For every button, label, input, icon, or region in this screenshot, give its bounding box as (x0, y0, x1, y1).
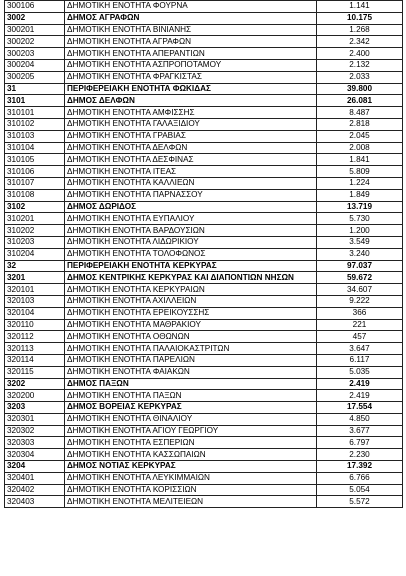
cell-code: 300201 (5, 24, 65, 36)
cell-code: 320200 (5, 390, 65, 402)
cell-value: 9.222 (317, 295, 403, 307)
cell-code: 320114 (5, 354, 65, 366)
table-row (5, 36, 403, 48)
cell-value: 1.200 (317, 225, 403, 237)
cell-value: 2.230 (317, 449, 403, 461)
cell-value: 34.607 (317, 284, 403, 296)
cell-code: 310105 (5, 154, 65, 166)
cell-code: 310102 (5, 118, 65, 130)
cell-name: ΔΗΜΟΤΙΚΗ ΕΝΟΤΗΤΑ ΕΥΠΑΛΙΟΥ (65, 213, 317, 225)
cell-code: 310203 (5, 236, 65, 248)
cell-value: 5.054 (317, 484, 403, 496)
table-row (5, 154, 403, 166)
cell-code: 310103 (5, 130, 65, 142)
table-row (5, 425, 403, 437)
table-row-total (5, 402, 403, 414)
cell-value: 59.672 (317, 272, 403, 284)
cell-name: ΔΗΜΟΤΙΚΗ ΕΝΟΤΗΤΑ ΠΑΡΝΑΣΣΟΥ (65, 189, 317, 201)
table-row (5, 472, 403, 484)
cell-value: 221 (317, 319, 403, 331)
cell-code: 320112 (5, 331, 65, 343)
cell-name: ΔΗΜΟΤΙΚΗ ΕΝΟΤΗΤΑ ΑΓΡΑΦΩΝ (65, 36, 317, 48)
cell-name: ΔΗΜΟΤΙΚΗ ΕΝΟΤΗΤΑ ΑΧΙΛΛΕΙΩΝ (65, 295, 317, 307)
cell-name: ΔΗΜΟΣ ΒΟΡΕΙΑΣ ΚΕΡΚΥΡΑΣ (65, 402, 317, 414)
table-row (5, 213, 403, 225)
cell-value: 3.647 (317, 343, 403, 355)
cell-code: 320115 (5, 366, 65, 378)
table-row (5, 248, 403, 260)
cell-value: 2.419 (317, 378, 403, 390)
cell-code: 300205 (5, 71, 65, 83)
cell-name: ΔΗΜΟΤΙΚΗ ΕΝΟΤΗΤΑ ΓΡΑΒΙΑΣ (65, 130, 317, 142)
cell-name: ΔΗΜΟΤΙΚΗ ΕΝΟΤΗΤΑ ΤΟΛΟΦΩΝΟΣ (65, 248, 317, 260)
cell-code: 320402 (5, 484, 65, 496)
table-row (5, 496, 403, 508)
cell-code: 3203 (5, 402, 65, 414)
cell-value: 26.081 (317, 95, 403, 107)
cell-code: 310202 (5, 225, 65, 237)
cell-value: 5.035 (317, 366, 403, 378)
table-row (5, 225, 403, 237)
cell-name: ΔΗΜΟΤΙΚΗ ΕΝΟΤΗΤΑ ΦΡΑΓΚΙΣΤΑΣ (65, 71, 317, 83)
cell-value: 6.797 (317, 437, 403, 449)
cell-code: 320301 (5, 413, 65, 425)
cell-name: ΠΕΡΙΦΕΡΕΙΑΚΗ ΕΝΟΤΗΤΑ ΚΕΡΚΥΡΑΣ (65, 260, 317, 272)
cell-name: ΔΗΜΟΤΙΚΗ ΕΝΟΤΗΤΑ ΠΑΞΩΝ (65, 390, 317, 402)
cell-code: 320103 (5, 295, 65, 307)
cell-name: ΔΗΜΟΤΙΚΗ ΕΝΟΤΗΤΑ ΟΘΩΝΩΝ (65, 331, 317, 343)
cell-value: 2.419 (317, 390, 403, 402)
cell-name: ΔΗΜΟΤΙΚΗ ΕΝΟΤΗΤΑ ΚΕΡΚΥΡΑΙΩΝ (65, 284, 317, 296)
table-row (5, 189, 403, 201)
table-row (5, 236, 403, 248)
cell-code: 320104 (5, 307, 65, 319)
cell-name: ΔΗΜΟΤΙΚΗ ΕΝΟΤΗΤΑ ΠΑΛΑΙΟΚΑΣΤΡΙΤΩΝ (65, 343, 317, 355)
cell-value: 17.392 (317, 461, 403, 473)
cell-code: 310107 (5, 177, 65, 189)
cell-value: 8.487 (317, 107, 403, 119)
table-row (5, 59, 403, 71)
cell-code: 310106 (5, 166, 65, 178)
cell-value: 1.849 (317, 189, 403, 201)
cell-name: ΔΗΜΟΤΙΚΗ ΕΝΟΤΗΤΑ ΕΣΠΕΡΙΩΝ (65, 437, 317, 449)
population-table (4, 0, 403, 508)
cell-name: ΔΗΜΟΤΙΚΗ ΕΝΟΤΗΤΑ ΚΑΣΣΩΠΑΙΩΝ (65, 449, 317, 461)
cell-value: 5.809 (317, 166, 403, 178)
cell-code: 320303 (5, 437, 65, 449)
cell-value: 3.549 (317, 236, 403, 248)
cell-value: 10.175 (317, 12, 403, 24)
cell-value: 2.132 (317, 59, 403, 71)
table-row (5, 71, 403, 83)
cell-code: 320302 (5, 425, 65, 437)
table-row (5, 484, 403, 496)
cell-value: 39.800 (317, 83, 403, 95)
table-row (5, 295, 403, 307)
table-row-total (5, 461, 403, 473)
cell-name: ΔΗΜΟΤΙΚΗ ΕΝΟΤΗΤΑ ΛΕΥΚΙΜΜΑΙΩΝ (65, 472, 317, 484)
cell-code: 3101 (5, 95, 65, 107)
table-row (5, 118, 403, 130)
cell-name: ΔΗΜΟΤΙΚΗ ΕΝΟΤΗΤΑ ΦΟΥΡΝΑ (65, 1, 317, 13)
cell-name: ΔΗΜΟΤΙΚΗ ΕΝΟΤΗΤΑ ΚΑΛΛΙΕΩΝ (65, 177, 317, 189)
table-row (5, 319, 403, 331)
cell-name: ΔΗΜΟΣ ΝΟΤΙΑΣ ΚΕΡΚΥΡΑΣ (65, 461, 317, 473)
table-row (5, 343, 403, 355)
cell-code: 320401 (5, 472, 65, 484)
cell-code: 320304 (5, 449, 65, 461)
cell-code: 3201 (5, 272, 65, 284)
cell-code: 3202 (5, 378, 65, 390)
cell-name: ΔΗΜΟΤΙΚΗ ΕΝΟΤΗΤΑ ΒΙΝΙΑΝΗΣ (65, 24, 317, 36)
cell-code: 320113 (5, 343, 65, 355)
cell-name: ΔΗΜΟΤΙΚΗ ΕΝΟΤΗΤΑ ΕΡΕΙΚΟΥΣΣΗΣ (65, 307, 317, 319)
cell-code: 310204 (5, 248, 65, 260)
cell-name: ΔΗΜΟΣ ΑΓΡΑΦΩΝ (65, 12, 317, 24)
table-row (5, 437, 403, 449)
cell-code: 3002 (5, 12, 65, 24)
cell-value: 3.240 (317, 248, 403, 260)
table-row (5, 449, 403, 461)
cell-value: 6.117 (317, 354, 403, 366)
cell-name: ΔΗΜΟΤΙΚΗ ΕΝΟΤΗΤΑ ΑΣΠΡΟΠΟΤΑΜΟΥ (65, 59, 317, 71)
table-row-total (5, 260, 403, 272)
cell-value: 2.033 (317, 71, 403, 83)
table-row (5, 107, 403, 119)
table-row (5, 331, 403, 343)
cell-value: 2.400 (317, 48, 403, 60)
cell-code: 310108 (5, 189, 65, 201)
cell-value: 2.045 (317, 130, 403, 142)
cell-name: ΔΗΜΟΤΙΚΗ ΕΝΟΤΗΤΑ ΘΙΝΑΛΙΟΥ (65, 413, 317, 425)
cell-value: 1.268 (317, 24, 403, 36)
table-row (5, 366, 403, 378)
table-row-total (5, 201, 403, 213)
cell-name: ΔΗΜΟΤΙΚΗ ΕΝΟΤΗΤΑ ΠΑΡΕΛΙΩΝ (65, 354, 317, 366)
cell-name: ΔΗΜΟΤΙΚΗ ΕΝΟΤΗΤΑ ΔΕΛΦΩΝ (65, 142, 317, 154)
cell-code: 310104 (5, 142, 65, 154)
cell-value: 2.008 (317, 142, 403, 154)
cell-name: ΔΗΜΟΣ ΚΕΝΤΡΙΚΗΣ ΚΕΡΚΥΡΑΣ ΚΑΙ ΔΙΑΠΟΝΤΙΩΝ ΝΗΣΩΝ (65, 272, 317, 284)
cell-name: ΠΕΡΙΦΕΡΕΙΑΚΗ ΕΝΟΤΗΤΑ ΦΩΚΙΔΑΣ (65, 83, 317, 95)
cell-name: ΔΗΜΟΤΙΚΗ ΕΝΟΤΗΤΑ ΙΤΕΑΣ (65, 166, 317, 178)
table-row (5, 48, 403, 60)
cell-name: ΔΗΜΟΤΙΚΗ ΕΝΟΤΗΤΑ ΛΙΔΩΡΙΚΙΟΥ (65, 236, 317, 248)
table-row (5, 177, 403, 189)
table-row (5, 354, 403, 366)
cell-name: ΔΗΜΟΤΙΚΗ ΕΝΟΤΗΤΑ ΑΠΕΡΑΝΤΙΩΝ (65, 48, 317, 60)
cell-name: ΔΗΜΟΤΙΚΗ ΕΝΟΤΗΤΑ ΔΕΣΦΙΝΑΣ (65, 154, 317, 166)
cell-value: 4.850 (317, 413, 403, 425)
table-row-total (5, 12, 403, 24)
cell-code: 300202 (5, 36, 65, 48)
cell-name: ΔΗΜΟΤΙΚΗ ΕΝΟΤΗΤΑ ΑΓΙΟΥ ΓΕΩΡΓΙΟΥ (65, 425, 317, 437)
cell-name: ΔΗΜΟΣ ΔΕΛΦΩΝ (65, 95, 317, 107)
cell-code: 310101 (5, 107, 65, 119)
table-row (5, 166, 403, 178)
cell-code: 3204 (5, 461, 65, 473)
cell-name: ΔΗΜΟΤΙΚΗ ΕΝΟΤΗΤΑ ΦΑΙΑΚΩΝ (65, 366, 317, 378)
cell-name: ΔΗΜΟΤΙΚΗ ΕΝΟΤΗΤΑ ΜΕΛΙΤΕΙΕΩΝ (65, 496, 317, 508)
cell-value: 2.818 (317, 118, 403, 130)
table-row (5, 307, 403, 319)
cell-name: ΔΗΜΟΣ ΔΩΡΙΔΟΣ (65, 201, 317, 213)
cell-value: 1.841 (317, 154, 403, 166)
cell-code: 31 (5, 83, 65, 95)
cell-name: ΔΗΜΟΤΙΚΗ ΕΝΟΤΗΤΑ ΓΑΛΑΞΙΔΙΟΥ (65, 118, 317, 130)
cell-code: 320101 (5, 284, 65, 296)
cell-value: 97.037 (317, 260, 403, 272)
cell-value: 13.719 (317, 201, 403, 213)
cell-value: 5.730 (317, 213, 403, 225)
cell-value: 5.572 (317, 496, 403, 508)
cell-code: 3102 (5, 201, 65, 213)
cell-value: 17.554 (317, 402, 403, 414)
table-row (5, 1, 403, 13)
cell-value: 3.677 (317, 425, 403, 437)
cell-name: ΔΗΜΟΤΙΚΗ ΕΝΟΤΗΤΑ ΜΑΘΡΑΚΙΟΥ (65, 319, 317, 331)
cell-code: 310201 (5, 213, 65, 225)
cell-code: 300204 (5, 59, 65, 71)
cell-code: 32 (5, 260, 65, 272)
cell-name: ΔΗΜΟΤΙΚΗ ΕΝΟΤΗΤΑ ΑΜΦΙΣΣΗΣ (65, 107, 317, 119)
cell-value: 457 (317, 331, 403, 343)
cell-value: 366 (317, 307, 403, 319)
table-body (5, 1, 403, 508)
cell-code: 320403 (5, 496, 65, 508)
table-row (5, 24, 403, 36)
cell-code: 300106 (5, 1, 65, 13)
cell-name: ΔΗΜΟΤΙΚΗ ΕΝΟΤΗΤΑ ΒΑΡΔΟΥΣΙΩΝ (65, 225, 317, 237)
cell-value: 1.141 (317, 1, 403, 13)
cell-code: 300203 (5, 48, 65, 60)
cell-name: ΔΗΜΟΣ ΠΑΞΩΝ (65, 378, 317, 390)
table-row (5, 142, 403, 154)
table-row-total (5, 95, 403, 107)
cell-name: ΔΗΜΟΤΙΚΗ ΕΝΟΤΗΤΑ ΚΟΡΙΣΣΙΩΝ (65, 484, 317, 496)
cell-code: 320110 (5, 319, 65, 331)
table-row-total (5, 378, 403, 390)
cell-value: 2.342 (317, 36, 403, 48)
table-row-total (5, 272, 403, 284)
table-row (5, 284, 403, 296)
cell-value: 1.224 (317, 177, 403, 189)
table-row (5, 413, 403, 425)
table-row (5, 130, 403, 142)
table-row (5, 390, 403, 402)
table-row-total (5, 83, 403, 95)
cell-value: 6.766 (317, 472, 403, 484)
